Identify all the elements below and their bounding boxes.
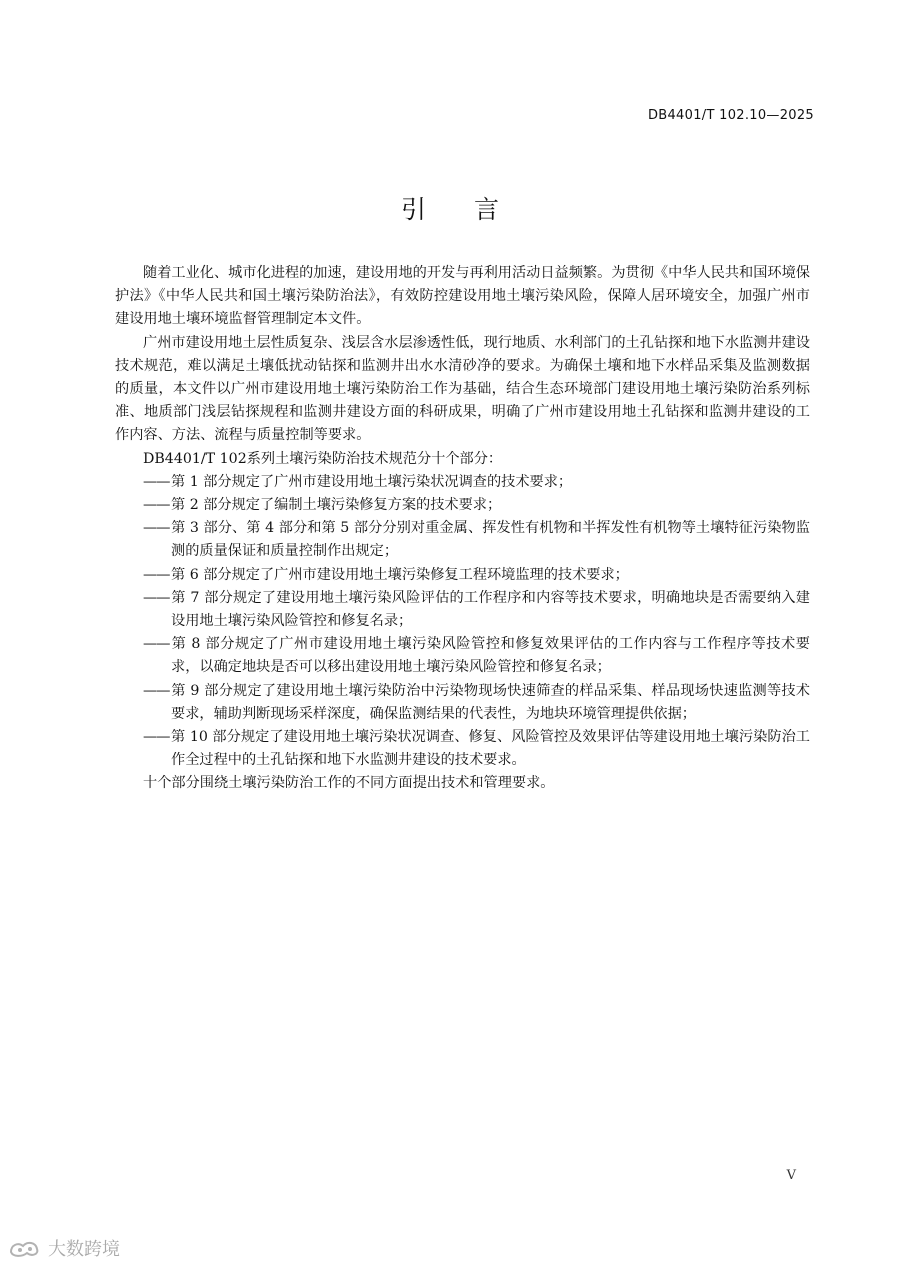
- paragraph: 广州市建设用地土层性质复杂、浅层含水层渗透性低，现行地质、水利部门的土孔钻探和地下水监测井建设技术规范，难以满足土壤低扰动钻探和监测井出水水清砂净的要求。为确保土壤和地下水样品采集及监测数据的质量，本文件以广州市建设用地土壤污染防治工作为基础，结合生态环境部门建设用地土壤污染防治系列标准、地质部门浅层钻探规程和监测井建设方面的科研成果，明确了广州市建设用地土孔钻探和监测井建设的工作内容、方法、流程与质量控制等要求。: [115, 334, 810, 444]
- list-item-text: 第 9 部分规定了建设用地土壤污染防治中污染物现场快速筛查的样品采集、样品现场快速监测等技术要求，辅助判断现场采样深度，确保监测结果的代表性，为地块环境管理提供依据；: [171, 682, 810, 722]
- list-marker: ——: [143, 589, 170, 606]
- list-marker: ——: [143, 682, 170, 699]
- closing-paragraph: 十个部分围绕土壤污染防治工作的不同方面提出技术和管理要求。: [143, 775, 555, 792]
- document-body: [115, 262, 810, 796]
- watermark-logo-icon: [8, 1237, 42, 1259]
- list-item: [115, 633, 810, 679]
- page-number: V: [786, 1168, 796, 1183]
- list-item-text: 第 8 部分规定了广州市建设用地土壤污染风险管控和修复效果评估的工作内容与工作程序等技术要求，以确定地块是否可以移出建设用地土壤污染风险管控和修复名录；: [171, 636, 810, 676]
- list-item-text: 第 7 部分规定了建设用地土壤污染风险评估的工作程序和内容等技术要求，明确地块是否需要纳入建设用地土壤污染风险管控和修复名录；: [171, 589, 810, 630]
- list-item: [115, 587, 810, 633]
- list-item: [115, 517, 810, 563]
- parts-list: [115, 471, 810, 773]
- list-item: [115, 564, 810, 587]
- page-title: 引言: [400, 195, 547, 224]
- list-marker: ——: [143, 566, 170, 583]
- list-item-text: 第 2 部分规定了编制土壤污染修复方案的技术要求；: [171, 497, 502, 514]
- list-marker: ——: [143, 473, 170, 490]
- list-marker: ——: [143, 636, 170, 653]
- watermark-text: 大数跨境: [48, 1239, 120, 1260]
- list-item-text: 第 10 部分规定了建设用地土壤污染状况调查、修复、风险管控及效果评估等建设用地土壤污染防治工作全过程中的土孔钻探和地下水监测井建设的技术要求。: [171, 729, 810, 769]
- standard-code: DB4401/T 102.10—2025: [647, 108, 814, 123]
- list-item: [115, 680, 810, 726]
- list-item-text: 第 6 部分规定了广州市建设用地土壤污染修复工程环境监理的技术要求；: [171, 566, 629, 583]
- list-item: [115, 726, 810, 772]
- list-item-text: 第 1 部分规定了广州市建设用地土壤污染状况调查的技术要求；: [171, 473, 573, 490]
- paragraph: 随着工业化、城市化进程的加速，建设用地的开发与再利用活动日益频繁。为贯彻《中华人民共和国环境保护法》《中华人民共和国土壤污染防治法》，有效防控建设用地土壤污染风险，保障人居环境安全，加强广州市建设用地土壤环境监督管理制定本文件。: [115, 265, 810, 328]
- list-marker: ——: [143, 497, 170, 514]
- series-intro: DB4401/T 102系列土壤污染防治技术规范分十个部分：: [143, 450, 503, 467]
- list-item-text: 第 3 部分、第 4 部分和第 5 部分分别对重金属、挥发性有机物和半挥发性有机物等土壤特征污染物监测的质量保证和质量控制作出规定；: [171, 520, 810, 560]
- watermark: [8, 1235, 120, 1261]
- list-marker: ——: [143, 729, 170, 746]
- list-item: [115, 471, 810, 494]
- list-marker: ——: [143, 520, 170, 537]
- list-item: [115, 494, 810, 517]
